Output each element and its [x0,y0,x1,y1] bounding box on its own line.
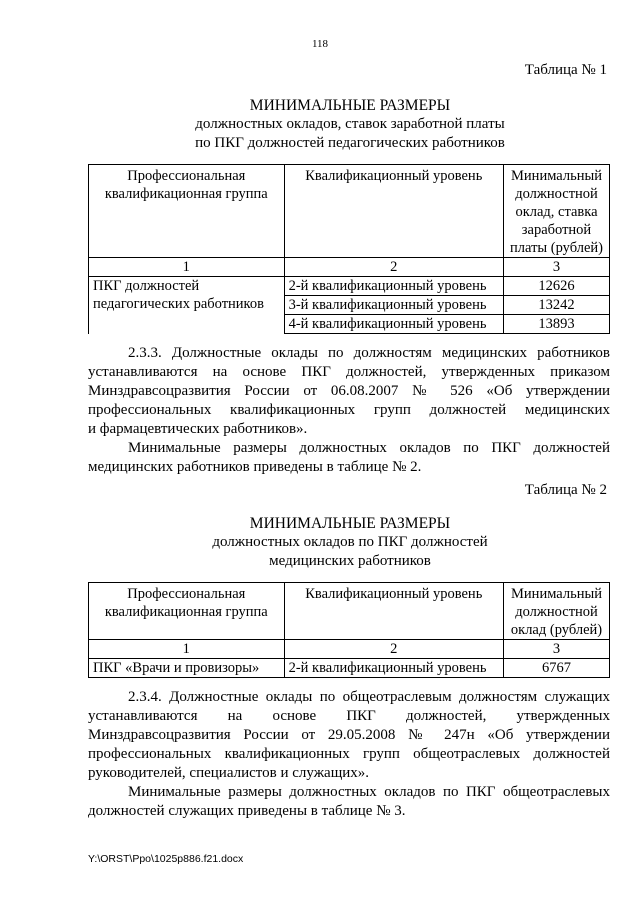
header-text: оклад (рублей) [510,622,603,638]
table1-number-row [89,258,610,277]
text-line: Минимальные размеры должностных окладов по ПКГ общеотраслевых [128,784,610,800]
table2-subtitle-line: должностных окладов по ПКГ должностей [212,534,488,550]
header-text: должностной [515,604,598,620]
group-text: педагогических работников [93,296,264,312]
text-line: и фармацевтических работников». [88,421,308,437]
table1-subtitle-line: по ПКГ должностей педагогических работников [195,135,505,151]
table2-header-group [89,583,285,640]
text-line: Минимальные размеры должностных окладов по ПКГ должностей [128,440,610,456]
group-text: ПКГ должностей [93,278,200,294]
text-line: медицинских работников приведены в таблице № 2. [88,459,422,475]
column-number: 1 [89,258,285,277]
footer-file-path: Y:\ORST\Ppo\1025p886.f21.docx [88,853,244,865]
column-number: 1 [89,640,285,659]
table1-subtitle-line: должностных окладов, ставок заработной платы [195,116,505,132]
column-number: 3 [504,640,610,659]
header-text: Минимальный [511,586,602,602]
table1 [88,164,610,334]
header-text: заработной [521,222,592,238]
column-number: 2 [284,258,503,277]
header-text: платы (рублей) [510,240,603,256]
paragraph-2-3-3 [88,344,610,477]
table2-number-row [89,640,610,659]
header-text: квалификационная группа [104,604,268,620]
value-cell: 12626 [504,277,610,296]
value-cell: 13893 [504,315,610,334]
header-text: оклад, ставка [515,204,598,220]
text-line: устанавливаются на основе ПКГ должностей, утвержденных приказом [88,364,610,380]
paragraph-2-3-4 [88,688,610,821]
text-line: руководителей, специалистов и служащих». [88,765,370,781]
text-line: профессиональных квалификационных групп должностей медицинских [88,402,610,418]
value-cell: 6767 [504,659,610,678]
table2-heading [80,514,620,571]
table1-header-group [89,165,285,258]
table2-subtitle-line: медицинских работников [269,553,431,569]
table1-header-row [89,165,610,258]
table1-heading [80,96,620,153]
text-line: Минздравсоцразвития России от 06.08.2007 № 526 «Об утверждении [88,383,610,399]
column-number: 2 [284,640,503,659]
page-number: 118 [311,38,329,50]
table1-header-level: Квалификационный уровень [284,165,503,258]
text-line: должностей служащих приведены в таблице № 3. [88,803,406,819]
text-line: профессиональных квалификационных групп общеотраслевых должностей [88,746,610,762]
header-text: Минимальный [511,168,602,184]
level-cell: 2-й квалификационный уровень [284,277,503,296]
text-line: 2.3.4. Должностные оклады по общеотраслевым должностям служащих [128,689,610,705]
level-cell: 4-й квалификационный уровень [284,315,503,334]
value-cell: 13242 [504,296,610,315]
text-line: 2.3.3. Должностные оклады по должностям медицинских работников [128,345,610,361]
table2-header-min [504,583,610,640]
table1-group-cell [89,277,285,334]
table1-label: Таблица № 1 [524,62,607,78]
header-text: квалификационная группа [104,186,268,202]
header-text: должностной [515,186,598,202]
text-line: устанавливаются на основе ПКГ должностей, утвержденных [88,708,610,724]
table1-title: МИНИМАЛЬНЫЕ РАЗМЕРЫ [249,97,451,114]
column-number: 3 [504,258,610,277]
table2-header-level: Квалификационный уровень [284,583,503,640]
header-text: Профессиональная [127,586,246,602]
table2-title: МИНИМАЛЬНЫЕ РАЗМЕРЫ [249,515,451,532]
table2-header-row [89,583,610,640]
table2 [88,582,610,678]
table2-label: Таблица № 2 [524,482,607,498]
table-row [89,277,610,296]
header-text: Профессиональная [127,168,246,184]
table1-header-min [504,165,610,258]
level-cell: 2-й квалификационный уровень [284,659,503,678]
level-cell: 3-й квалификационный уровень [284,296,503,315]
text-line: Минздравсоцразвития России от 29.05.2008 № 247н «Об утверждении [88,727,610,743]
group-cell: ПКГ «Врачи и провизоры» [89,659,285,678]
table-row [89,659,610,678]
